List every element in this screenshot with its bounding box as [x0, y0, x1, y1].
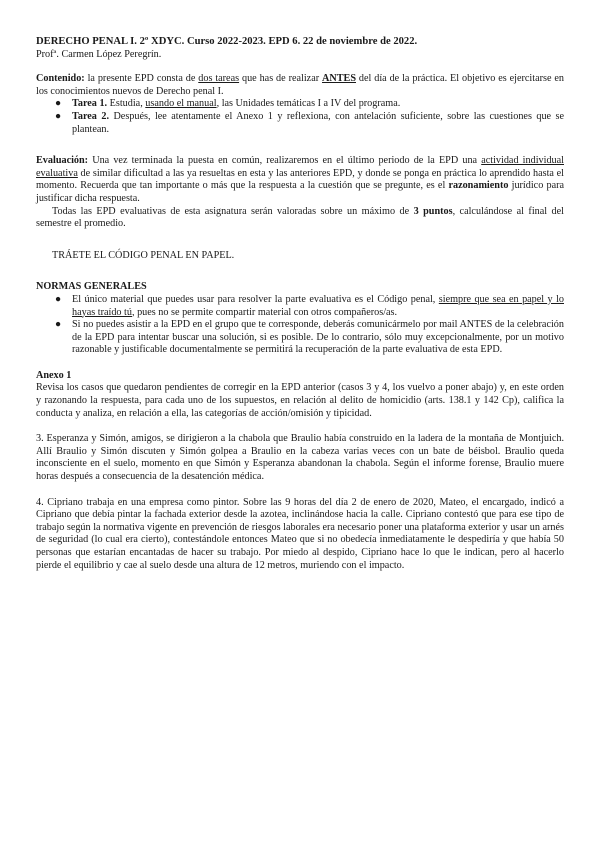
anexo-heading-text: Anexo 1: [36, 369, 72, 381]
contenido-underline-2: ANTES: [322, 73, 356, 85]
contenido-text-3: del día de la práctica. El objetivo es ejercitarse en los conocimientos nuevos de Derecho penal I.: [36, 73, 565, 97]
bullet-icon: ●: [55, 98, 62, 110]
contenido-text-1: la presente EPD consta de: [84, 73, 199, 85]
contenido-label: Contenido:: [36, 73, 85, 85]
evaluacion-text-3: jurídico para justificar dicha respuesta.: [36, 180, 565, 204]
evaluacion-p2-bold: 3 puntos: [413, 205, 453, 217]
evaluacion-underline: actividad individual evaluativa: [36, 155, 564, 179]
task-label: Tarea 1.: [72, 98, 108, 110]
contenido-text-2: que has de realizar: [239, 73, 323, 85]
task-item-1: [36, 98, 564, 111]
evaluacion-p2-text-1: Todas las EPD evaluativas de esta asignatura serán valoradas sobre un máximo de: [52, 205, 414, 217]
task-text: , las Unidades temáticas I a IV del programa.: [216, 98, 401, 110]
normas-underline: siempre que sea en papel y lo hayas traído tú: [72, 293, 564, 318]
case-4: 4. Cipriano trabaja en una empresa como pintor. Sobre las 9 horas del día 2 de enero de 2020, Mateo, el encargado, indicó a Cipriano que debía pintar la fachada exterior desde la azotea, inclinándose hacia la calle. Cipriano contestó que para ese tipo de trabajo según la normativa vigente en prevención de riesgos laborales era necesario poner una plataforma exterior y usar un arnés de seguridad (lo cual era cierto), contestándole entonces Mateo que si no obedecía inmediatamente le despediría y que había 50 personas que estarían encantadas de hacer su trabajo. Por miedo al despido, Cipriano hace lo que le indican, pero al hacerlo pierde el equilibrio y cae al suelo desde una altura de 12 metros, muriendo con el impacto.: [36, 496, 564, 571]
task-text: Estudia,: [107, 98, 146, 110]
evaluacion-label: Evaluación:: [36, 155, 89, 167]
evaluacion-paragraph: [36, 155, 564, 205]
evaluacion-p2-text-2: , calculándose al final del semestre el promedio.: [36, 205, 564, 230]
evaluacion-bold: razonamiento: [448, 180, 509, 192]
normas-heading: [36, 281, 564, 294]
anexo-heading: [36, 370, 564, 383]
evaluacion-paragraph-2: [36, 206, 564, 231]
professor-name: Profª. Carmen López Peregrín.: [36, 48, 162, 60]
task-text: Después, lee atentamente el Anexo 1 y reflexiona, con antelación suficiente, sobre las cuestiones que se plantean.: [72, 110, 565, 135]
normas-text: El único material que puedes usar para resolver la parte evaluativa es el Código penal,: [72, 293, 439, 305]
contenido-underline-1: dos tareas: [198, 73, 240, 85]
bullet-icon: ●: [55, 319, 62, 331]
normas-text: , pues no se permite compartir material con otros compañeros/as.: [131, 306, 398, 318]
contenido-paragraph: [36, 73, 564, 98]
bullet-icon: ●: [55, 293, 62, 305]
normas-text: Si no puedes asistir a la EPD en el grupo que te corresponde, deberás comunicármelo por mail ANTES de la celebración de la EPD para intentar buscar una solución, si es posible. De lo contrario, sólo muy excepcionalmente, por un motivo razonable y justificable documentalmente se permitirá la recuperación de la parte evaluativa de esta EPD.: [72, 319, 564, 356]
evaluacion-text-1: Una vez terminada la puesta en común, realizaremos en el último periodo de la EPD una: [88, 155, 482, 167]
normas-heading-text: NORMAS GENERALES: [36, 281, 147, 293]
anexo-intro: Revisa los casos que quedaron pendientes de corregir en la EPD anterior (casos 3 y 4, los vuelvo a poner abajo) y, en este orden y razonando la respuesta, para cada uno de los supuestos, en relación al delito de homicidio (arts. 138.1 y 142 Cp), califica la conducta y analiza, en relación a ella, las categorías de acción/omisión y tipicidad.: [36, 382, 564, 419]
bullet-icon: ●: [55, 110, 62, 122]
document-title: DERECHO PENAL I. 2º XDYC. Curso 2022-2023. EPD 6. 22 de noviembre de 2022.: [36, 36, 418, 47]
task-item-2: [36, 111, 564, 136]
normas-list: [36, 294, 564, 357]
task-label: Tarea 2.: [72, 110, 109, 122]
case-3: 3. Esperanza y Simón, amigos, se dirigieron a la chabola que Braulio había construido en la ladera de la montaña de Montjuich. Allí Braulio y Simón discuten y Simón golpea a Braulio en la cabeza varias veces con un bate de béisbol. Braulio queda inconsciente en el suelo, momento en que Simón y Esperanza abandonan la chabola. Según el informe forense, Braulio muere horas después a consecuencia de la desatención médica.: [36, 433, 564, 483]
traete-notice: TRÁETE EL CÓDIGO PENAL EN PAPEL.: [52, 249, 235, 261]
document-page: [36, 36, 564, 572]
normas-item-2: [36, 319, 564, 357]
evaluacion-text-2: de similar dificultad a las ya resueltas en esta y las anteriores EPD, y donde se ponga en práctica lo aprendido hasta el momento. Recuerda que tan importante o más que la respuesta a la cuestión que se pregunte, es el: [36, 167, 564, 192]
normas-item-1: [36, 294, 564, 319]
task-list: [36, 98, 564, 136]
task-underline: usando el manual: [145, 98, 217, 110]
